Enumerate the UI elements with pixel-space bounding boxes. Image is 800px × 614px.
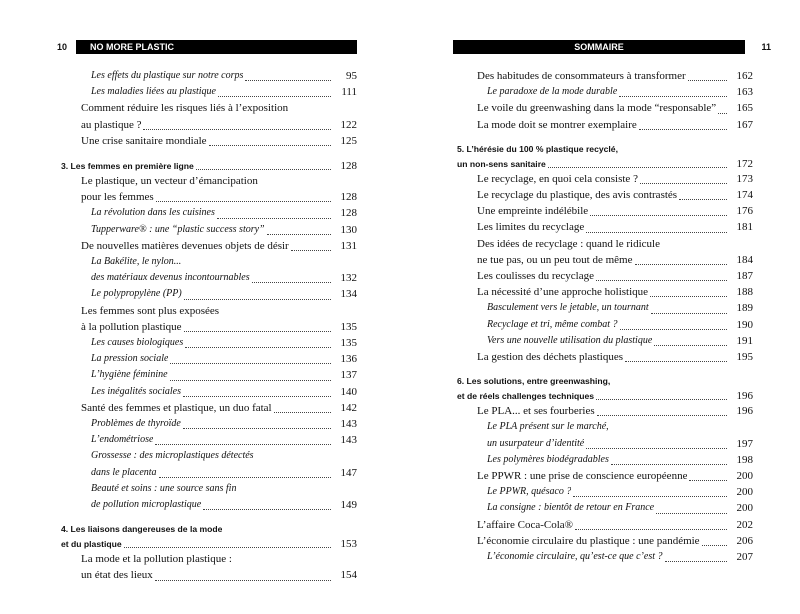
toc-page-number: 163 <box>736 86 753 99</box>
dot-leader <box>688 69 727 81</box>
dot-leader <box>267 223 331 235</box>
toc-section <box>453 187 753 203</box>
toc-entry-text: à la pollution plastique <box>81 320 182 333</box>
dot-leader <box>590 204 727 216</box>
toc-page-number: 143 <box>340 434 357 447</box>
toc-section <box>453 284 753 300</box>
running-header: SOMMAIRE <box>453 40 745 54</box>
toc-page-number: 190 <box>736 318 753 331</box>
toc-page-number: 154 <box>340 569 357 582</box>
toc-page-number: 131 <box>340 239 357 252</box>
dot-leader <box>650 285 727 297</box>
toc-subsection <box>57 205 357 221</box>
toc-entry-text: Le PLA... et ses fourberies <box>477 405 595 418</box>
dot-leader <box>611 453 727 465</box>
toc-section <box>57 400 357 416</box>
toc-entry-text: L’endométriose <box>91 434 154 446</box>
toc-section <box>453 68 753 84</box>
toc-entry-text: Le plastique, un vecteur d’émancipation <box>81 175 258 188</box>
dot-leader <box>155 569 331 581</box>
toc-entry-text: Beauté et soins : une source sans fin <box>91 482 237 494</box>
toc-subsection <box>453 452 753 468</box>
dot-leader <box>209 134 331 146</box>
dot-leader <box>217 207 331 219</box>
toc-page-number: 207 <box>736 551 753 564</box>
toc-entry-text: 6. Les solutions, entre greenwashing, <box>457 376 611 387</box>
toc-page-number: 200 <box>736 502 753 515</box>
toc-page-number: 142 <box>340 401 357 414</box>
dot-leader <box>639 118 727 130</box>
dot-leader <box>274 401 331 413</box>
chapter-heading <box>453 374 753 403</box>
toc-section <box>57 303 357 335</box>
toc-entry-text: La Bakélite, le nylon... <box>91 256 182 268</box>
toc-section <box>57 100 357 132</box>
toc-entry-text: et du plastique <box>61 539 122 550</box>
toc-section <box>57 551 357 583</box>
toc-page-number: 143 <box>340 418 357 431</box>
toc-page-number: 172 <box>736 157 753 170</box>
toc-entry-text: Les inégalités sociales <box>91 385 181 397</box>
toc-entry-text: Grossesse : des microplastiques détectés <box>91 450 254 462</box>
dot-leader <box>245 69 331 81</box>
toc-page-number: 162 <box>736 70 753 82</box>
running-header: NO MORE PLASTIC <box>76 40 357 54</box>
dot-leader <box>689 469 727 481</box>
dot-leader <box>548 156 727 168</box>
toc-entry-text: pour les femmes <box>81 191 154 204</box>
toc-entry-text: Les maladies liées au plastique <box>91 86 216 98</box>
chapter-heading <box>57 522 357 551</box>
dot-leader <box>597 404 727 416</box>
toc-page-number: 181 <box>736 221 753 234</box>
dot-leader <box>218 85 331 97</box>
dot-leader <box>654 334 727 346</box>
page-number: 11 <box>761 42 771 52</box>
toc-entry-text: Le PPWR : une prise de conscience européenne <box>477 470 688 483</box>
dot-leader <box>651 302 727 314</box>
toc-page-number: 153 <box>340 538 357 551</box>
toc-entry-text: Recyclage et tri, même combat ? <box>487 318 618 330</box>
toc-page-number: 128 <box>340 191 357 204</box>
toc-section <box>453 349 753 365</box>
toc-subsection <box>453 419 753 451</box>
toc-entry-text: De nouvelles matières devenues objets de désir <box>81 239 289 252</box>
toc-entry-text: Comment réduire les risques liés à l’exposition <box>81 102 289 115</box>
toc-page-number: 136 <box>340 353 357 366</box>
dot-leader <box>291 239 331 251</box>
dot-leader <box>586 437 727 449</box>
dot-leader <box>159 466 331 478</box>
toc-subsection <box>453 317 753 333</box>
toc-entry-text: et de réels challenges techniques <box>457 391 595 402</box>
page-header <box>57 40 357 54</box>
dot-leader <box>124 536 331 548</box>
toc-page-number: 140 <box>340 385 357 398</box>
toc-entry-text: L’économie circulaire du plastique : une pandémie <box>477 534 700 547</box>
toc-entry-text: Le recyclage, en quoi cela consiste ? <box>477 172 638 185</box>
toc-subsection <box>57 254 357 286</box>
dot-leader <box>573 485 727 497</box>
toc-subsection <box>453 333 753 349</box>
toc-page-number: 184 <box>736 253 753 266</box>
dot-leader <box>170 352 331 364</box>
toc-page-number: 128 <box>340 160 357 173</box>
toc-page-number: 176 <box>736 205 753 218</box>
toc-entry-text: Les causes biologiques <box>91 337 184 349</box>
dot-leader <box>619 85 727 97</box>
toc-entry-text: Santé des femmes et plastique, un duo fatal <box>81 401 272 414</box>
toc-entry-text: ne tue pas, ou un peu tout de même <box>477 253 633 266</box>
dot-leader <box>203 498 331 510</box>
toc-entry-text: Basculement vers le jetable, un tournant <box>487 302 649 314</box>
dot-leader <box>183 385 331 397</box>
toc-page-number: 174 <box>736 189 753 202</box>
toc-section <box>57 133 357 149</box>
toc-entry-text: Les femmes sont plus exposées <box>81 304 220 317</box>
toc-page-number: 198 <box>736 453 753 466</box>
toc-entry-text: Une crise sanitaire mondiale <box>81 134 207 147</box>
toc-list <box>453 68 753 565</box>
toc-page-number: 189 <box>736 302 753 315</box>
toc-entry-text: La révolution dans les cuisines <box>91 207 215 219</box>
toc-page-number: 165 <box>736 102 753 115</box>
toc-subsection <box>57 448 357 480</box>
right-page <box>453 40 771 565</box>
toc-subsection <box>57 384 357 400</box>
toc-list <box>57 68 357 584</box>
dot-leader <box>575 518 727 530</box>
toc-entry-text: L’hygiène féminine <box>91 369 168 381</box>
toc-section <box>453 236 753 268</box>
toc-subsection <box>57 84 357 100</box>
dot-leader <box>596 388 727 400</box>
toc-entry-text: La mode doit se montrer exemplaire <box>477 118 637 131</box>
toc-section <box>453 219 753 235</box>
toc-subsection <box>57 432 357 448</box>
toc-entry-text: Une empreinte indélébile <box>477 205 589 218</box>
toc-page-number: 196 <box>736 390 753 403</box>
toc-subsection <box>57 481 357 513</box>
toc-section <box>453 171 753 187</box>
toc-page-number: 95 <box>346 70 357 82</box>
toc-entry-text: Le recyclage du plastique, des avis contrastés <box>477 189 678 202</box>
toc-page-number: 200 <box>736 486 753 499</box>
dot-leader <box>143 118 331 130</box>
toc-entry-text: un état des lieux <box>81 569 153 582</box>
dot-leader <box>184 320 331 332</box>
toc-subsection <box>57 68 357 84</box>
toc-section <box>453 517 753 533</box>
page-header <box>453 40 771 54</box>
toc-entry-text: 3. Les femmes en première ligne <box>61 161 194 172</box>
toc-section <box>57 238 357 254</box>
toc-subsection <box>453 84 753 100</box>
toc-entry-text: 4. Les liaisons dangereuses de la mode <box>61 524 223 535</box>
toc-page-number: 197 <box>736 437 753 450</box>
toc-entry-text: au plastique ? <box>81 118 142 131</box>
toc-section <box>453 468 753 484</box>
toc-entry-text: L’économie circulaire, qu’est-ce que c’est ? <box>487 551 663 563</box>
toc-page-number: 202 <box>736 518 753 531</box>
dot-leader <box>170 369 331 381</box>
toc-page-number: 173 <box>736 172 753 185</box>
toc-entry-text: L’affaire Coca-Cola® <box>477 518 574 531</box>
toc-entry-text: Le PPWR, quésaco ? <box>487 486 572 498</box>
dot-leader <box>252 271 331 283</box>
page-number: 10 <box>57 42 68 52</box>
dot-leader <box>625 350 727 362</box>
toc-entry-text: Des habitudes de consommateurs à transformer <box>477 70 686 82</box>
toc-section <box>453 100 753 116</box>
toc-entry-text: un non-sens sanitaire <box>457 158 546 169</box>
dot-leader <box>155 433 331 445</box>
dot-leader <box>185 336 331 348</box>
toc-entry-text: Les coulisses du recyclage <box>477 270 594 283</box>
toc-page-number: 132 <box>340 272 357 285</box>
toc-page-number: 191 <box>736 334 753 347</box>
toc-entry-text: La consigne : bientôt de retour en France <box>487 502 655 514</box>
toc-subsection <box>57 222 357 238</box>
toc-entry-text: La gestion des déchets plastiques <box>477 351 624 364</box>
toc-page-number: 188 <box>736 286 753 299</box>
toc-entry-text: 5. L’hérésie du 100 % plastique recyclé, <box>457 143 618 154</box>
toc-page-number: 195 <box>736 351 753 364</box>
toc-entry-text: Vers une nouvelle utilisation du plastique <box>487 334 653 346</box>
chapter-heading <box>57 158 357 173</box>
toc-entry-text: des matériaux devenus incontournables <box>91 272 250 284</box>
toc-entry-text: Des idées de recyclage : quand le ridicule <box>477 237 660 250</box>
dot-leader <box>196 158 331 170</box>
toc-page-number: 196 <box>736 405 753 418</box>
toc-section <box>453 203 753 219</box>
toc-entry-text: Le polypropylène (PP) <box>91 288 182 300</box>
dot-leader <box>620 318 727 330</box>
toc-page-number: 135 <box>340 320 357 333</box>
dot-leader <box>665 550 728 562</box>
dot-leader <box>635 253 728 265</box>
toc-page-number: 149 <box>340 499 357 512</box>
toc-page-number: 125 <box>340 134 357 147</box>
dot-leader <box>679 188 727 200</box>
toc-page-number: 111 <box>341 86 357 99</box>
toc-subsection <box>57 335 357 351</box>
toc-subsection <box>57 286 357 302</box>
toc-section <box>453 403 753 419</box>
chapter-heading <box>453 142 753 171</box>
toc-entry-text: La pression sociale <box>91 353 169 365</box>
toc-entry-text: Les effets du plastique sur notre corps <box>91 70 244 81</box>
toc-page-number: 137 <box>340 369 357 382</box>
dot-leader <box>656 502 727 514</box>
toc-page-number: 134 <box>340 288 357 301</box>
toc-page-number: 130 <box>340 223 357 236</box>
toc-section <box>453 117 753 133</box>
toc-page-number: 147 <box>340 466 357 479</box>
dot-leader <box>586 221 727 233</box>
dot-leader <box>702 534 727 546</box>
toc-page-number: 200 <box>736 470 753 483</box>
left-page <box>57 40 357 584</box>
toc-subsection <box>57 351 357 367</box>
toc-entry-text: La nécessité d’une approche holistique <box>477 286 649 299</box>
toc-section <box>453 268 753 284</box>
dot-leader <box>596 269 727 281</box>
toc-entry-text: Le PLA présent sur le marché, <box>487 421 609 433</box>
toc-entry-text: de pollution microplastique <box>91 499 202 511</box>
toc-entry-text: Tupperware® : une “plastic success story” <box>91 223 265 235</box>
toc-section <box>453 533 753 549</box>
dot-leader <box>183 417 331 429</box>
toc-entry-text: Problèmes de thyroïde <box>91 418 181 430</box>
toc-section <box>57 173 357 205</box>
dot-leader <box>184 288 331 300</box>
toc-page-number: 135 <box>340 337 357 350</box>
toc-subsection <box>453 300 753 316</box>
dot-leader <box>718 102 727 114</box>
toc-entry-text: Le voile du greenwashing dans la mode “responsable” <box>477 102 717 115</box>
toc-page-number: 206 <box>736 534 753 547</box>
toc-page-number: 187 <box>736 270 753 283</box>
toc-entry-text: Les polymères biodégradables <box>487 453 609 465</box>
toc-subsection <box>453 484 753 500</box>
toc-subsection <box>453 500 753 516</box>
toc-entry-text: Les limites du recyclage <box>477 221 585 234</box>
toc-entry-text: dans le placenta <box>91 466 157 478</box>
dot-leader <box>156 190 331 202</box>
dot-leader <box>640 172 727 184</box>
toc-subsection <box>57 416 357 432</box>
toc-entry-text: La mode et la pollution plastique : <box>81 553 232 566</box>
toc-subsection <box>57 367 357 383</box>
toc-page-number: 167 <box>736 118 753 131</box>
toc-page-number: 122 <box>340 118 357 131</box>
toc-entry-text: un usurpateur d’identité <box>487 437 585 449</box>
toc-subsection <box>453 549 753 565</box>
toc-entry-text: Le paradoxe de la mode durable <box>487 86 618 98</box>
toc-page-number: 128 <box>340 207 357 220</box>
